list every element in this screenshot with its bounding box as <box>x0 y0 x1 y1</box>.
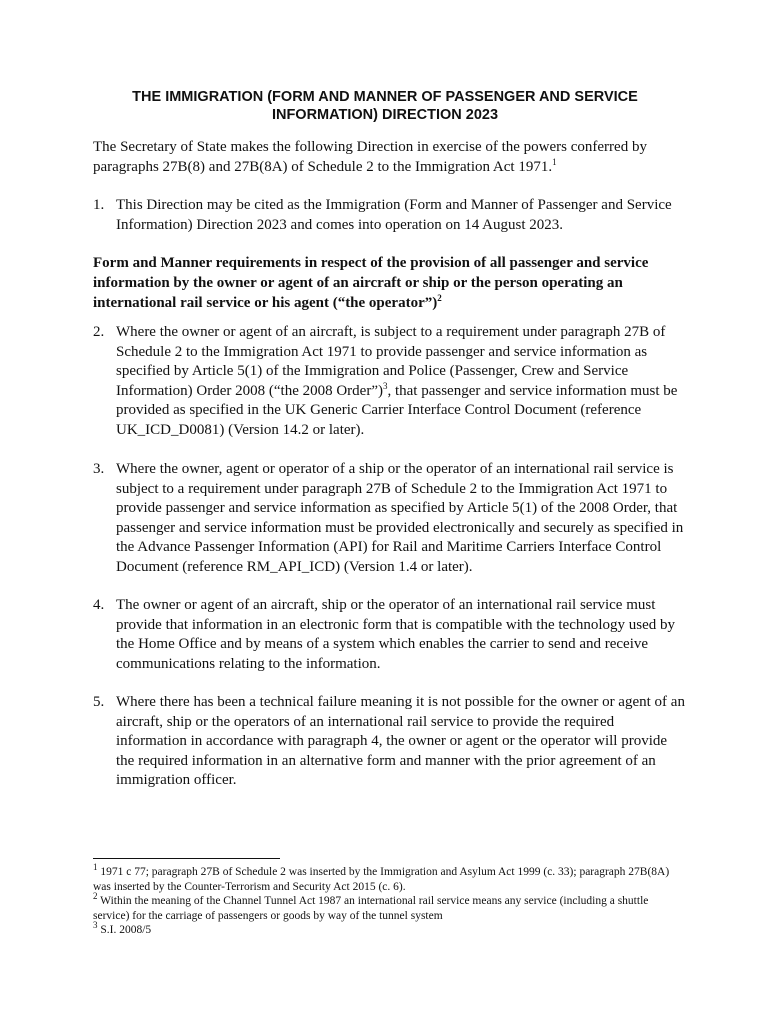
paragraph-text: Where there has been a technical failure meaning it is not possible for the owner or agent of an aircraft, ship or the operators of an international rail service to provide the required information in accordance with paragraph 4, the owner or agent or the operator will provide the required information in an alternative form and manner with the prior agreement of an immigration officer. <box>116 694 685 788</box>
paragraph-3 <box>93 460 685 577</box>
footnotes <box>93 862 685 938</box>
paragraph-text <box>116 323 685 440</box>
footnote-text: 1971 c 77; paragraph 27B of Schedule 2 was inserted by the Immigration and Asylum Act 1999 (c. 33); paragraph 27B(8A) was inserted by the Counter-Terrorism and Security Act 2015 (c. 6). <box>93 866 670 893</box>
footnote-3 <box>93 920 685 938</box>
footnote-divider <box>93 858 280 859</box>
footnote-number: 2 <box>93 891 98 902</box>
section-heading <box>93 253 685 313</box>
paragraph-number: 2. <box>93 324 105 340</box>
paragraph-number: 3. <box>93 461 105 477</box>
paragraph-text: This Direction may be cited as the Immigration (Form and Manner of Passenger and Service Information) Direction 2023 and comes into operation on 14 August 2023. <box>116 197 672 233</box>
footnote-number: 3 <box>93 920 98 931</box>
document-title: THE IMMIGRATION (FORM AND MANNER OF PASSENGER AND SERVICE INFORMATION) DIRECTION 2023 <box>132 89 638 123</box>
paragraph-number: 1. <box>93 197 105 213</box>
heading-text: Form and Manner requirements in respect of the provision of all passenger and service information by the owner or agent of an aircraft or ship or the person operating an international rail service or his agent (“the operator”) <box>93 255 649 311</box>
footnote-number: 1 <box>93 862 98 873</box>
footnote-ref[interactable]: 3 <box>382 380 388 391</box>
intro-paragraph <box>93 137 685 177</box>
paragraph-2 <box>93 323 685 440</box>
footnote-1 <box>93 862 685 894</box>
footnote-text: S.I. 2008/5 <box>100 924 152 936</box>
footnote-text: Within the meaning of the Channel Tunnel Act 1987 an international rail service means any service (including a shuttle service) for the carriage of passengers or goods by way of the tunnel system <box>93 895 649 922</box>
intro-text: The Secretary of State makes the following Direction in exercise of the powers conferred by paragraphs 27B(8) and 27B(8A) of Schedule 2 to the Immigration Act 1971. <box>93 139 647 175</box>
paragraph-number: 4. <box>93 597 105 613</box>
paragraph-1 <box>93 196 685 235</box>
footnote-2 <box>93 891 685 923</box>
paragraph-text: The owner or agent of an aircraft, ship or the operator of an international rail service must provide that information in an electronic form that is compatible with the technology used by the Home Office and by means of a system which enables the carrier to send and receive communications relating to the information. <box>116 597 676 672</box>
paragraph-number: 5. <box>93 694 105 710</box>
paragraph-text-part: Where the owner or agent of an aircraft, is subject to a requirement under paragraph 27B of Schedule 2 to the Immigration Act 1971 to provide passenger and service information as specified by Article 5(1) of the Immigration and Police (Passenger, Crew and Service Information) Order 2008 (“the 2008 Order”) <box>116 324 666 399</box>
paragraph-text: Where the owner, agent or operator of a ship or the operator of an international rail service is subject to a requirement under paragraph 27B of Schedule 2 to the Immigration Act 1971 to provide passenger and service information as specified by Article 5(1) of the 2008 Order, that passenger and service information must be provided electronically and securely as specified in the Advance Passenger Information (API) for Rail and Maritime Carriers Interface Control Document (reference RM_API_ICD) (Version 1.4 or later). <box>116 461 684 575</box>
footnote-ref[interactable]: 2 <box>437 293 442 303</box>
paragraph-text-part: , that passenger and service information must be provided as specified in the UK Generic Carrier Interface Control Document (reference UK_ICD_D0081) (Version 14.2 or later). <box>116 382 678 438</box>
footnote-ref[interactable]: 1 <box>552 157 557 167</box>
paragraph-5 <box>93 693 685 791</box>
paragraph-4 <box>93 596 685 674</box>
